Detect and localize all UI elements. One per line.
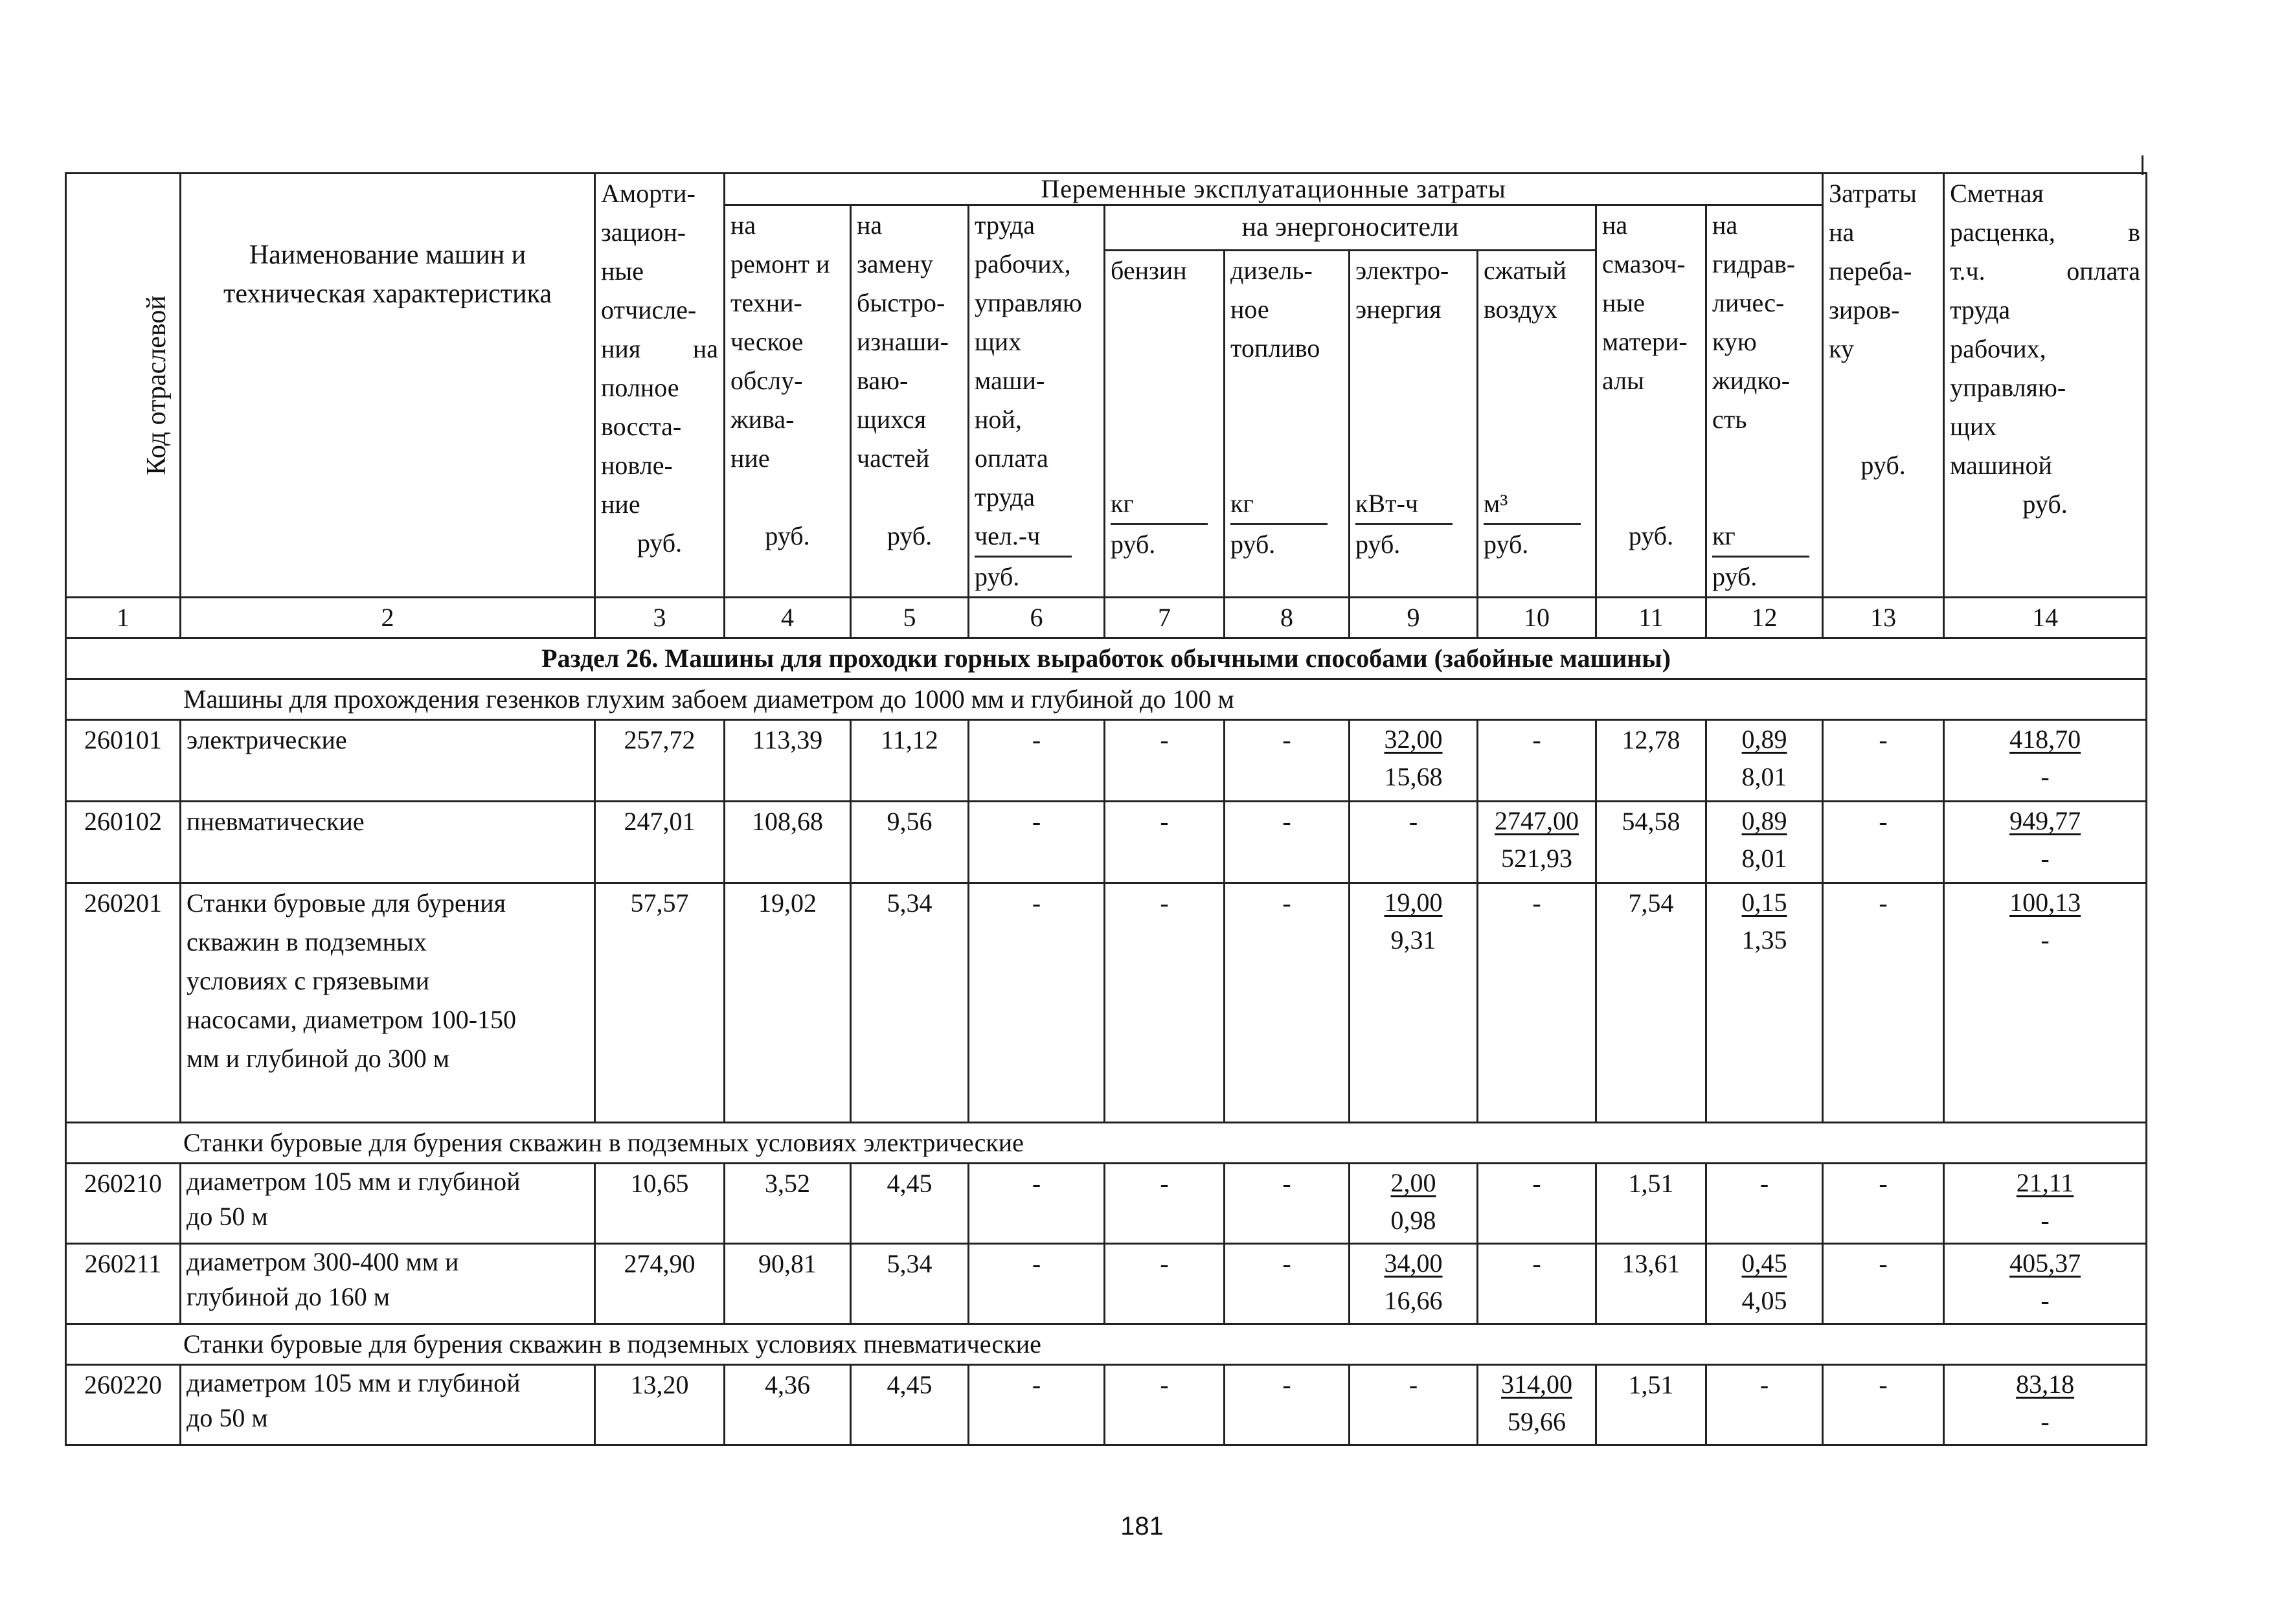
row-name: электрические <box>181 720 595 802</box>
table-row <box>66 1164 2147 1244</box>
cell-c11: 12,78 <box>1596 720 1706 802</box>
colnum: 5 <box>851 598 969 638</box>
header-diesel: дизель- ное топливо кг руб. <box>1225 250 1350 597</box>
cell-c13: - <box>1823 802 1944 883</box>
row-code: 260101 <box>66 720 181 802</box>
cell-c14: $\frac{418,70}{-}$ <box>1944 720 2147 802</box>
header-parts: на замену быстро- изнаши- ваю- щихся частей руб. <box>851 205 969 598</box>
cell-c5: 11,12 <box>851 720 969 802</box>
cell-c11: 54,58 <box>1596 802 1706 883</box>
column-numbers-row <box>66 598 2147 638</box>
cell-c13: - <box>1823 883 1944 1123</box>
colnum: 14 <box>1944 598 2147 638</box>
subheading: Станки буровые для бурения скважин в подземных условиях электрические <box>66 1123 2147 1164</box>
cell-c10: - <box>1478 883 1596 1123</box>
table-row <box>66 802 2147 883</box>
cell-c10: - <box>1478 1164 1596 1244</box>
row-code: 260211 <box>66 1244 181 1324</box>
cell-c7: - <box>1105 1164 1225 1244</box>
cell-c11: 1,51 <box>1596 1164 1706 1244</box>
header-petrol: бензин кг руб. <box>1105 250 1225 597</box>
cell-c10: - <box>1478 720 1596 802</box>
header-relocation: Затраты на переба- зиров- ку руб. <box>1823 174 1944 598</box>
table-row <box>66 1365 2147 1445</box>
row-code: 260201 <box>66 883 181 1123</box>
cell-c14: $\frac{405,37}{-}$ <box>1944 1244 2147 1324</box>
cell-c12: $\frac{0,89}{8,01}$ <box>1706 720 1823 802</box>
header-repair: на ремонт и техни- ческое обслу- жива- ние руб. <box>725 205 851 598</box>
cell-c11: 1,51 <box>1596 1365 1706 1445</box>
colnum: 4 <box>725 598 851 638</box>
subheading: Станки буровые для бурения скважин в подземных условиях пневматические <box>66 1324 2147 1365</box>
row-code: 260102 <box>66 802 181 883</box>
cell-c3: 10,65 <box>595 1164 725 1244</box>
cell-c12: - <box>1706 1164 1823 1244</box>
subheading: Машины для прохождения гезенков глухим забоем диаметром до 1000 мм и глубиной до 100 м <box>66 679 2147 720</box>
cell-c6: - <box>969 883 1105 1123</box>
page-number: 181 <box>1120 1512 1164 1540</box>
cell-c4: 4,36 <box>725 1365 851 1445</box>
header-compressed-air: сжатый воздух м³ руб. <box>1478 250 1596 597</box>
cell-c13: - <box>1823 1244 1944 1324</box>
cell-c7: - <box>1105 802 1225 883</box>
cell-c5: 4,45 <box>851 1365 969 1445</box>
cell-c9: $\frac{32,00}{15,68}$ <box>1350 720 1478 802</box>
cell-c9: - <box>1350 802 1478 883</box>
cell-c5: 5,34 <box>851 883 969 1123</box>
cell-c8: - <box>1225 1365 1350 1445</box>
colnum: 8 <box>1225 598 1350 638</box>
cell-c6: - <box>969 1365 1105 1445</box>
cell-c7: - <box>1105 1244 1225 1324</box>
cell-c8: - <box>1225 1244 1350 1324</box>
cell-c11: 13,61 <box>1596 1244 1706 1324</box>
colnum: 10 <box>1478 598 1596 638</box>
cell-c5: 5,34 <box>851 1244 969 1324</box>
colnum: 13 <box>1823 598 1944 638</box>
table-row <box>66 883 2147 1123</box>
header-row-1 <box>66 174 2147 205</box>
cell-c4: 19,02 <box>725 883 851 1123</box>
cell-c9: - <box>1350 1365 1478 1445</box>
row-name: диаметром 300-400 мм и глубиной до 160 м <box>181 1244 595 1324</box>
cell-c7: - <box>1105 720 1225 802</box>
cell-c12: $\frac{0,15}{1,35}$ <box>1706 883 1823 1123</box>
cell-c10: - <box>1478 1244 1596 1324</box>
cell-c14: $\frac{949,77}{-}$ <box>1944 802 2147 883</box>
row-name: диаметром 105 мм и глубиной до 50 м <box>181 1365 595 1445</box>
cell-c13: - <box>1823 1164 1944 1244</box>
table-row <box>66 1244 2147 1324</box>
cell-c12: $\frac{0,45}{4,05}$ <box>1706 1244 1823 1324</box>
row-code: 260220 <box>66 1365 181 1445</box>
header-code: Код отраслевой <box>66 174 181 598</box>
section-title: Раздел 26. Машины для проходки горных выработок обычными способами (забойные машины) <box>66 638 2147 679</box>
cell-c7: - <box>1105 883 1225 1123</box>
row-code: 260210 <box>66 1164 181 1244</box>
cell-c14: $\frac{100,13}{-}$ <box>1944 883 2147 1123</box>
cell-c8: - <box>1225 720 1350 802</box>
table-row <box>66 720 2147 802</box>
colnum: 6 <box>969 598 1105 638</box>
cell-c4: 113,39 <box>725 720 851 802</box>
cell-c11: 7,54 <box>1596 883 1706 1123</box>
header-amortization: Аморти- зацион- ные отчисле- ния на полное восста- новле- ние руб. <box>595 174 725 598</box>
cell-c5: 9,56 <box>851 802 969 883</box>
colnum: 3 <box>595 598 725 638</box>
cell-c9: $\frac{2,00}{0,98}$ <box>1350 1164 1478 1244</box>
cell-c3: 13,20 <box>595 1365 725 1445</box>
cell-c9: $\frac{34,00}{16,66}$ <box>1350 1244 1478 1324</box>
row-name: пневматические <box>181 802 595 883</box>
cell-c3: 257,72 <box>595 720 725 802</box>
cell-c12: $\frac{0,89}{8,01}$ <box>1706 802 1823 883</box>
colnum: 1 <box>66 598 181 638</box>
colnum: 2 <box>181 598 595 638</box>
header-variable-costs: Переменные эксплуатационные затраты <box>725 174 1823 205</box>
cell-c4: 3,52 <box>725 1164 851 1244</box>
cell-c3: 274,90 <box>595 1244 725 1324</box>
subheading-row <box>66 1123 2147 1164</box>
colnum: 11 <box>1596 598 1706 638</box>
subheading-row <box>66 679 2147 720</box>
header-lubricants: на смазоч- ные матери- алы руб. <box>1596 205 1706 598</box>
cell-c4: 108,68 <box>725 802 851 883</box>
colnum: 9 <box>1350 598 1478 638</box>
cell-c12: - <box>1706 1365 1823 1445</box>
cell-c10: $\frac{2747,00}{521,93}$ <box>1478 802 1596 883</box>
cell-c3: 247,01 <box>595 802 725 883</box>
header-name: Наименование машин и техническая характеристика <box>181 174 595 598</box>
cell-c4: 90,81 <box>725 1244 851 1324</box>
cell-c13: - <box>1823 1365 1944 1445</box>
cell-c14: $\frac{83,18}{-}$ <box>1944 1365 2147 1445</box>
header-energy: на энергоносители <box>1105 205 1596 251</box>
cell-c5: 4,45 <box>851 1164 969 1244</box>
price-table <box>65 172 2147 1446</box>
header-hydraulic: на гидрав- личес- кую жидко- сть кг руб. <box>1706 205 1823 598</box>
cell-c6: - <box>969 1164 1105 1244</box>
cell-c6: - <box>969 720 1105 802</box>
subheading-row <box>66 1324 2147 1365</box>
cell-c9: $\frac{19,00}{9,31}$ <box>1350 883 1478 1123</box>
section-row <box>66 638 2147 679</box>
colnum: 12 <box>1706 598 1823 638</box>
row-name: диаметром 105 мм и глубиной до 50 м <box>181 1164 595 1244</box>
header-labor: труда рабочих, управляю щих маши- ной, оплата труда чел.-ч руб. <box>969 205 1105 598</box>
cell-c6: - <box>969 802 1105 883</box>
cell-c13: - <box>1823 720 1944 802</box>
cell-c10: $\frac{314,00}{59,66}$ <box>1478 1365 1596 1445</box>
cell-c14: $\frac{21,11}{-}$ <box>1944 1164 2147 1244</box>
cell-c3: 57,57 <box>595 883 725 1123</box>
cell-c8: - <box>1225 802 1350 883</box>
cell-c7: - <box>1105 1365 1225 1445</box>
row-name: Станки буровые для бурения скважин в подземных условиях с грязевыми насосами, диаметром 100-150 мм и глубиной до 300 м <box>181 883 595 1123</box>
header-electricity: электро- энергия кВт-ч руб. <box>1350 250 1478 597</box>
colnum: 7 <box>1105 598 1225 638</box>
cell-c8: - <box>1225 1164 1350 1244</box>
cell-c8: - <box>1225 883 1350 1123</box>
header-estimated-rate: Сметная расценка, в т.ч. оплата труда рабочих, управляю- щих машиной руб. <box>1944 174 2147 598</box>
cell-c6: - <box>969 1244 1105 1324</box>
